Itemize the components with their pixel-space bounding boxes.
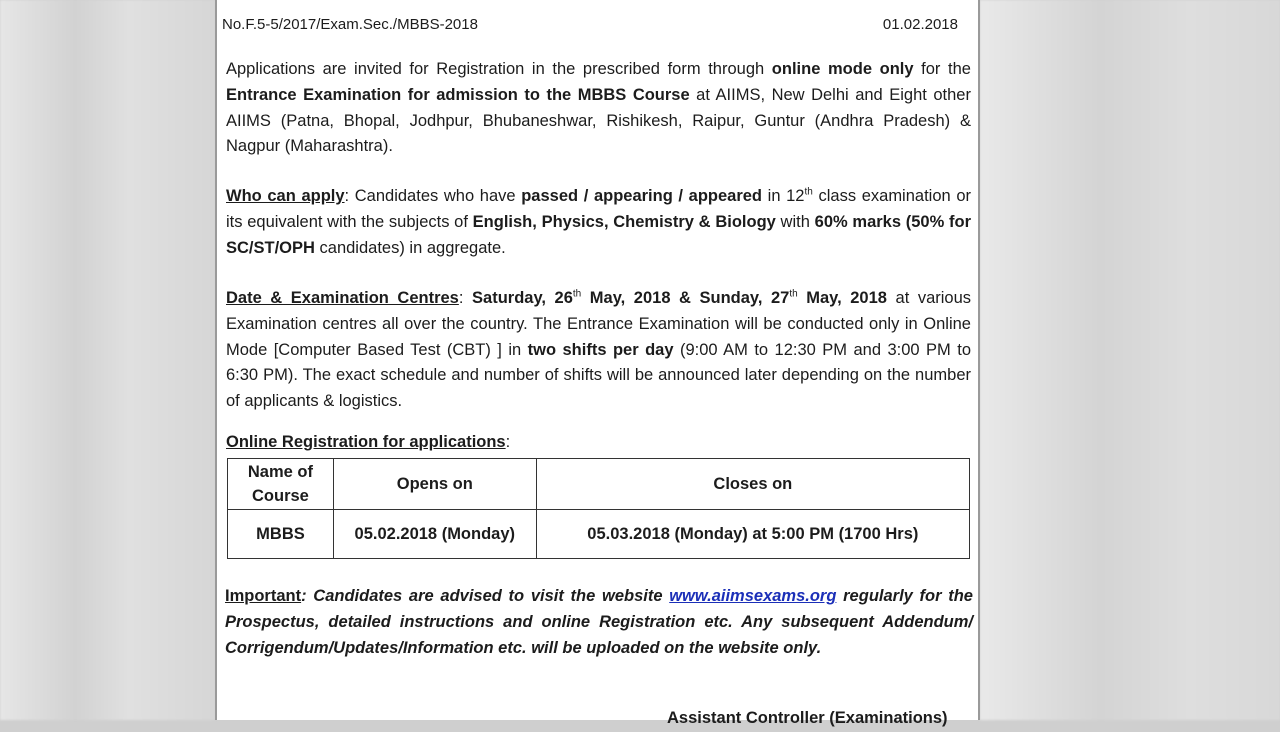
website-link[interactable]: www.aiimsexams.org [669, 587, 837, 605]
column-header-opens: Opens on [333, 459, 536, 510]
eligibility-text-2: in 12 [762, 187, 805, 205]
table-header-row [228, 459, 970, 510]
important-text-1: : Candidates are advised to visit the website [301, 587, 670, 605]
eligibility-text-5: candidates) in aggregate. [314, 238, 506, 257]
dates-bold-3: May, 2018 [797, 289, 887, 307]
intro-bold-online-mode: online mode only [771, 60, 914, 78]
cell-closes: 05.03.2018 (Monday) at 5:00 PM (1700 Hrs) [536, 510, 969, 559]
notice-date: 01.02.2018 [882, 16, 958, 33]
table-row [228, 510, 970, 559]
eligibility-bold-status: passed / appearing / appeared [521, 187, 763, 205]
important-label: Important [225, 587, 302, 605]
intro-text-3: at AIIMS, New Delhi and Eight other AIIMS (Patna, Bhopal, Jodhpur, Bhubaneshwar, Rishikesh, Raipur, Guntur (Andhra Pradesh) & Nagpur (Maharashtra). [226, 85, 971, 156]
column-header-closes: Closes on [536, 459, 969, 510]
eligibility-bold-subjects: English, Physics, Chemistry & Biology [472, 212, 776, 231]
eligibility-text-1: : Candidates who have [344, 187, 522, 205]
eligibility-bold-marks: 60% marks (50% for SC/ST/OPH [226, 212, 971, 257]
blurred-background-left [0, 0, 215, 720]
dates-paragraph [226, 286, 971, 415]
dates-label: Date & Examination Centres [226, 289, 459, 307]
dates-sup-2: th [789, 288, 798, 300]
intro-text-2: for the [913, 60, 971, 78]
registration-heading-text: Online Registration for applications [226, 433, 506, 451]
intro-text-1: Applications are invited for Registration in the prescribed form through [226, 60, 772, 78]
eligibility-sup: th [804, 186, 813, 198]
eligibility-paragraph [226, 184, 971, 261]
reference-number: No.F.5-5/2017/Exam.Sec./MBBS-2018 [222, 16, 478, 33]
important-note [225, 584, 973, 661]
dates-bold-2: May, 2018 & Sunday, 27 [581, 289, 790, 307]
cell-course: MBBS [228, 510, 334, 559]
important-text-2: regularly for the Prospectus, detailed instructions and online Registration etc. Any subsequent Addendum/ Corrigendum/Updates/Information etc. will be uploaded on the website only. [225, 587, 973, 657]
registration-table [227, 458, 970, 559]
dates-bold-1: Saturday, 26 [472, 289, 573, 307]
dates-text-1: at various Examination centres all over the country. The Entrance Examination will be conducted only in Online Mode [Computer Based Test (CBT) ] in [226, 289, 972, 359]
intro-bold-exam: Entrance Examination for admission to the MBBS Course [226, 85, 690, 104]
blurred-background-right [980, 0, 1280, 720]
eligibility-text-3: class examination or its equivalent with the subjects of [226, 187, 971, 231]
registration-heading [226, 430, 510, 456]
signature-line: Assistant Controller (Examinations) [667, 709, 948, 727]
intro-paragraph [226, 57, 971, 160]
dates-sup-1: th [572, 288, 582, 300]
dates-colon: : [458, 289, 473, 307]
dates-bold-shifts: two shifts per day [527, 340, 674, 359]
eligibility-label: Who can apply [226, 187, 345, 205]
registration-heading-colon: : [505, 433, 511, 451]
eligibility-text-4: with [775, 212, 815, 231]
dates-text-2: (9:00 AM to 12:30 PM and 3:00 PM to 6:30 PM). The exact schedule and number of shifts will be announced later depending on the number of applicants & logistics. [226, 340, 972, 411]
notice-document [215, 0, 980, 727]
cell-opens: 05.02.2018 (Monday) [333, 510, 536, 559]
column-header-course: Name of Course [228, 459, 334, 510]
